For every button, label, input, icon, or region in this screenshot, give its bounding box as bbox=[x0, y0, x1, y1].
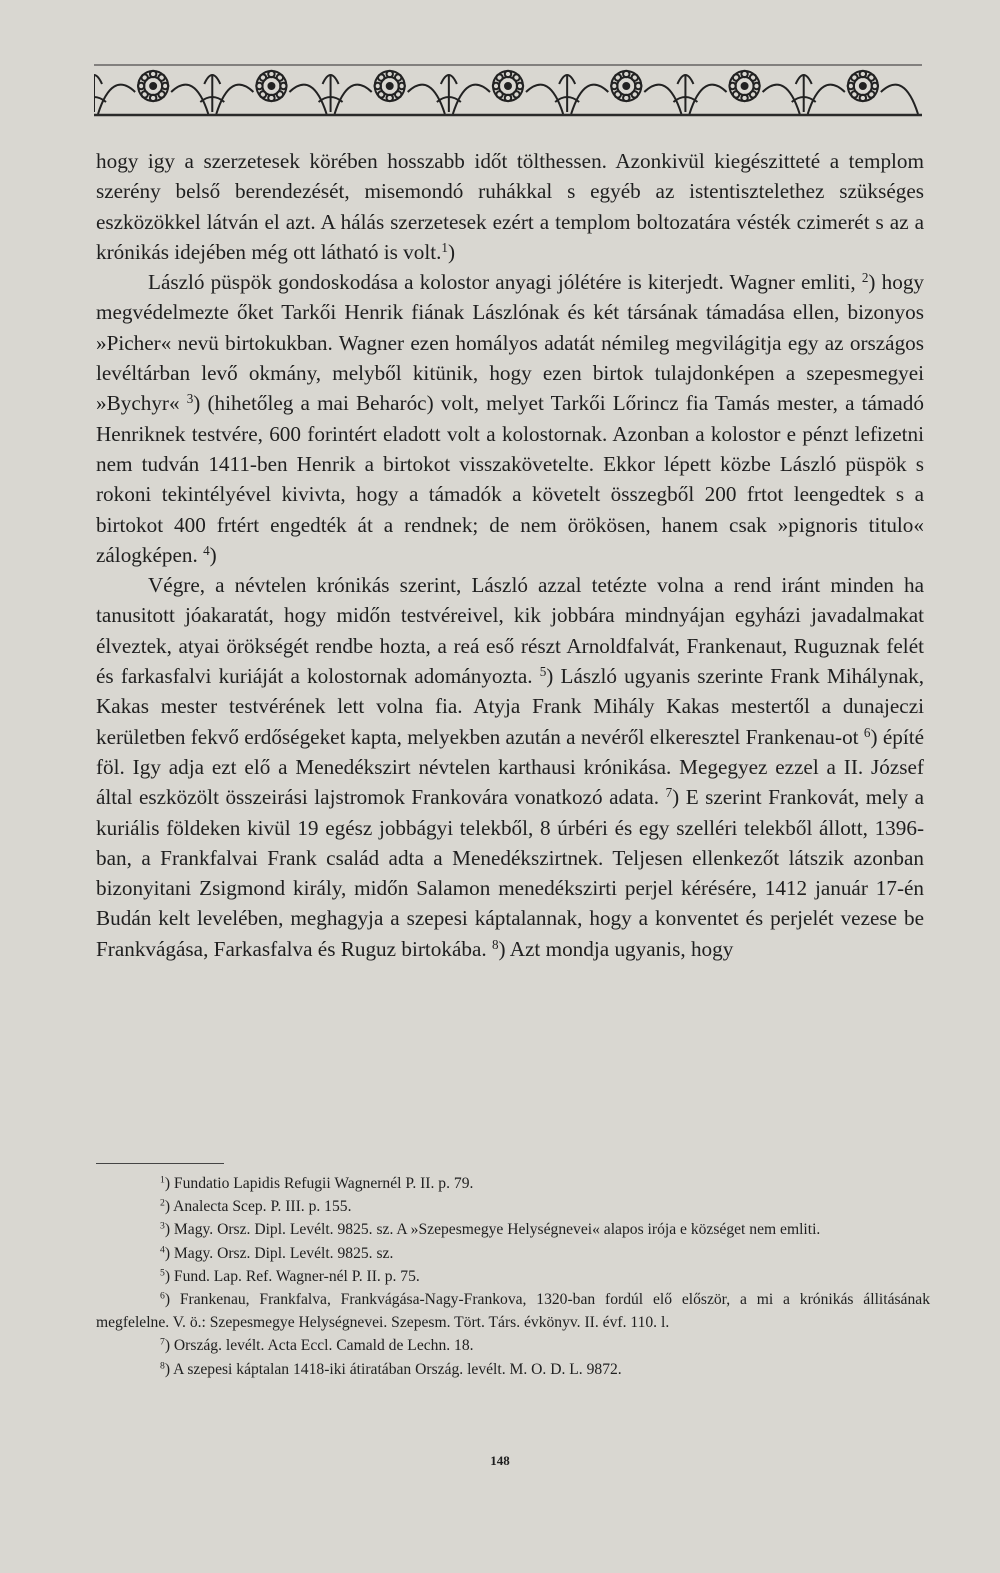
fleur-ornament bbox=[673, 75, 697, 112]
footnote-7-text: Ország. levélt. Acta Eccl. Camald de Lechn. 18. bbox=[173, 1337, 474, 1355]
rosette-ornament bbox=[848, 71, 878, 101]
footnote-1-text: Fundatio Lapidis Refugii Wagnernél P. II. p. 79. bbox=[173, 1175, 474, 1192]
footnote-6-number: 6 bbox=[160, 1290, 165, 1302]
footnote-3-number: 3 bbox=[160, 1221, 165, 1233]
paragraph-3-text-e: Azt mondja ugyanis, hogy bbox=[509, 936, 734, 961]
footnote-2-number: 2 bbox=[160, 1197, 165, 1209]
footnotes bbox=[96, 1172, 930, 1381]
footnote-6-text: Frankenau, Frankfalva, Frankvágása-Nagy-Frankova, 1320-ban fordúl elő először, a mi a krónikás állitásának megfelelne. V. ö.: Szepesmegye Helységnevei. Szepesm. Tört. Társ. évkönyv. II. évf. 110. l. bbox=[96, 1291, 930, 1332]
note-ref-7: 7 bbox=[665, 785, 673, 801]
paragraph-1-text: hogy igy a szerzetesek körében hosszabb időt tölthessen. Azonkivül kiegészitteté a templom szerény belső berendezését, misemondó ruhákkal s egyéb az istentisztelethez szükséges eszközökkel látván el azt. A hálás szerzetesek ezért a templom boltozatára vésték czimerét s az a krónikás idejében még ott látható is volt. bbox=[96, 149, 924, 264]
note-ref-8: 8 bbox=[491, 936, 499, 952]
footnote-7-number: 7 bbox=[160, 1337, 165, 1349]
paragraph-2-text-b: hogy megvédelmezte őket Tarkői Henrik fiának Lászlónak és két társának támadása ellen, bizonyos »Picher« nevü birtokukban. Wagner ezen homályos adatát némileg megvilágitja egy az országos levéltárban levő okmány, melyből kitünik, hogy ezen birtok tulajdonképen a szepesmegyei »Bychyr« bbox=[96, 270, 924, 416]
footnote-1: $^1$) Fundatio Lapidis Refugii Wagnernél P. II. p. 79. bbox=[160, 1174, 474, 1192]
paragraph-2-text-a: László püspök gondoskodása a kolostor anyagi jólétére is kiterjedt. Wagner emliti, bbox=[148, 270, 856, 295]
paragraph-3-text-b: László ugyanis szerinte Frank Mihálynak, Kakas mester testvérének lett volna fia. Atyja Frank Mihály Kakas mestertől a dunajeczi kerületben fekvő erdőségeket kapta, melyekben azután a nevéről elkeresztel Frankenau-ot bbox=[96, 664, 925, 749]
paragraph-3-text-a: Végre, a névtelen krónikás szerint, László azzal tetézte volna a rend iránt minden ha tanusitott jóakaratát, hogy midőn testvéreivel, kik jobbára mindnyájan egyházi javadalmakat élveztek, atyai örökségét rendbe hozta, a reá eső részt Arnoldfalvát, Frankenaut, Ruguznak felét és farkasfalvi kuriáját a kolostornak adományozta. bbox=[96, 573, 924, 689]
paragraph-3: Végre, a névtelen krónikás szerint, László azzal tetézte volna a rend iránt minden ha tanusitott jóakaratát, hogy midőn testvéreivel, kik jobbára mindnyájan egyházi javadalmakat élveztek, atyai örökségét rendbe hozta, a reá eső részt Arnoldfalvát, Frankenaut, Ruguznak felét és farkasfalvi kuriáját a kolostornak adományozta. $^5$) László ugyanis szerinte Frank Mihálynak, Kakas mester testvérének lett volna fia. Atyja Frank Mihály Kakas mestertől a dunajeczi kerületben fekvő erdőségeket kapta, melyekben azután a nevéről elkeresztel Frankenau-ot $^6$) építé föl. Igy adja ezt elő a Menedékszirt névtelen karthausi krónikása. Megegyez ezzel a II. József által eszközölt összeirási lajstromok Frankovára vonatkozó adata. $^7$) E szerint Frankovát, mely a kuriális földeken kivül 19 egész jobbágyi telekből, 8 úrbéri és egy szelléri telekből állott, 1396-ban, a Frankfalvai Frank család adta a Menedékszirtnek. Teljesen ellenkezőt látszik azonban bizonyitani Zsigmond király, midőn Salamon menedékszirti perjel kérésére, 1412 január 17-én Budán kelt levelében, meghagyja a szepesi káptalannak, hogy a konventet és perjelét vezese be Frankvágása, Farkasfalva és Ruguz birtokába. $^8$) Azt mondja ugyanis, hogy bbox=[96, 573, 925, 961]
ornamental-header-band bbox=[94, 62, 922, 118]
rosette-ornament bbox=[138, 71, 168, 101]
footnote-4-text: Magy. Orsz. Dipl. Levélt. 9825. sz. bbox=[173, 1244, 394, 1262]
note-ref-2: 2 bbox=[861, 269, 869, 285]
footnote-8-text: A szepesi káptalan 1418-iki átiratában Ország. levélt. M. O. D. L. 9872. bbox=[173, 1360, 622, 1378]
note-ref-5: 5 bbox=[539, 663, 547, 679]
paragraph-2: László püspök gondoskodása a kolostor anyagi jólétére is kiterjedt. Wagner emliti, $^2$) hogy megvédelmezte őket Tarkői Henrik fiának Lászlónak és két társának támadása ellen, bizonyos »Picher« nevü birtokukban. Wagner ezen homályos adatát némileg megvilágitja egy az országos levéltárban levő okmány, melyből kitünik, hogy ezen birtok tulajdonképen a szepesmegyei »Bychyr« $^3$) (hihetőleg a mai Beharóc) volt, melyet Tarkői Lőrincz fia Tamás mester, a támadó Henriknek testvére, 600 forintért eladott volt a kolostornak. Azonban a kolostor e pénzt lefizetni nem tudván 1411-ben Henrik a birtokot visszakövetelte. Ekkor lépett közbe László püspök s rokoni tekintélyével kivivta, hogy a támadók a követelt összegből 200 frtot leengedtek s a birtokot 400 frtért engedték át a rendnek; de nem örökösen, hanem csak »pignoris titulo« zálogképen. $^4$) bbox=[96, 269, 924, 567]
fleur-ornament bbox=[319, 75, 343, 112]
footnote-3: $^3$) Magy. Orsz. Dipl. Levélt. 9825. sz. A »Szepesmegye Helységnevei« alapos irója e községet nem emliti. bbox=[160, 1221, 821, 1239]
footnote-8: $^8$) A szepesi káptalan 1418-iki átiratában Ország. levélt. M. O. D. L. 9872. bbox=[160, 1360, 622, 1378]
fleur-ornament bbox=[555, 75, 579, 112]
paragraph-2-text-c: (hihetőleg a mai Beharóc) volt, melyet Tarkői Lőrincz fia Tamás mester, a támadó Henriknek testvére, 600 forintért eladott volt a kolostornak. Azonban a kolostor e pénzt lefizetni nem tudván 1411-ben Henrik a birtokot visszakövetelte. Ekkor lépett közbe László püspök s rokoni tekintélyével kivivta, hogy a támadók a követelt összegből 200 frtot leengedtek s a birtokot 400 frtért engedték át a rendnek; de nem örökösen, hanem csak »pignoris titulo« zálogképen. bbox=[96, 391, 924, 567]
paragraph-3-text-d: E szerint Frankovát, mely a kuriális földeken kivül 19 egész jobbágyi telekből, 8 úrbéri és egy szelléri telekből állott, 1396-ban, a Frankfalvai Frank család adta a Menedékszirtnek. Teljesen ellenkezőt látszik azonban bizonyitani Zsigmond király, midőn Salamon menedékszirti perjel kérésére, 1412 január 17-én Budán kelt levelében, meghagyja a szepesi káptalannak, hogy a konventet és perjelét vezese be Frankvágása, Farkasfalva és Ruguz birtokába. bbox=[96, 785, 924, 961]
footnote-2: $^2$) Analecta Scep. P. III. p. 155. bbox=[160, 1197, 352, 1216]
fleur-ornament bbox=[792, 75, 816, 112]
footnote-6: $^6$) Frankenau, Frankfalva, Frankvágása-Nagy-Frankova, 1320-ban fordúl elő először, a mi a krónikás állitásának megfelelne. V. ö.: Szepesmegye Helységnevei. Szepesm. Tört. Társ. évkönyv. II. évf. 110. l. bbox=[96, 1290, 930, 1332]
paragraph-1: hogy igy a szerzetesek körében hosszabb időt tölthessen. Azonkivül kiegészitteté a templom szerény belső berendezését, misemondó ruhákkal s egyéb az istentisztelethez szükséges eszközökkel látván el azt. A hálás szerzetesek ezért a templom boltozatára vésték czimerét s az a krónikás idejében még ott látható is volt.$^1$) bbox=[96, 149, 924, 264]
page-number: 148 bbox=[490, 1453, 510, 1468]
footnote-8-number: 8 bbox=[160, 1360, 165, 1372]
rosette-ornament bbox=[493, 71, 523, 101]
paragraph-3-text-c: építé föl. Igy adja ezt elő a Menedékszirt névtelen karthausi krónikása. Megegyez ezzel a II. József által eszközölt összeirási lajstromok Frankovára vonatkozó adata. bbox=[96, 724, 925, 810]
rosette-ornament bbox=[256, 71, 286, 101]
footnote-3-text: Magy. Orsz. Dipl. Levélt. 9825. sz. A »Szepesmegye Helységnevei« alapos irója e községet nem emliti. bbox=[173, 1221, 821, 1239]
footnote-5-number: 5 bbox=[160, 1267, 165, 1279]
footnote-2-text: Analecta Scep. P. III. p. 155. bbox=[173, 1198, 352, 1216]
footnote-1-number: 1 bbox=[160, 1174, 165, 1186]
footnote-divider bbox=[96, 1163, 224, 1164]
fleur-ornament bbox=[200, 75, 224, 112]
note-ref-1: 1 bbox=[441, 239, 448, 255]
rosette-ornament bbox=[729, 71, 759, 101]
fleur-ornament bbox=[437, 75, 461, 112]
footnote-5: $^5$) Fund. Lap. Ref. Wagner-nél P. II. p. 75. bbox=[160, 1267, 420, 1285]
rosette-ornament bbox=[375, 71, 405, 101]
footnote-5-text: Fund. Lap. Ref. Wagner-nél P. II. p. 75. bbox=[173, 1267, 420, 1285]
note-ref-3: 3 bbox=[186, 391, 194, 407]
main-text bbox=[96, 146, 924, 964]
note-ref-4: 4 bbox=[203, 542, 210, 558]
note-ref-6: 6 bbox=[863, 724, 871, 740]
footnote-4-number: 4 bbox=[160, 1244, 165, 1256]
footnote-7: $^7$) Ország. levélt. Acta Eccl. Camald de Lechn. 18. bbox=[160, 1337, 474, 1355]
rosette-ornament bbox=[611, 71, 641, 101]
footnote-4: $^4$) Magy. Orsz. Dipl. Levélt. 9825. sz. bbox=[160, 1244, 394, 1262]
